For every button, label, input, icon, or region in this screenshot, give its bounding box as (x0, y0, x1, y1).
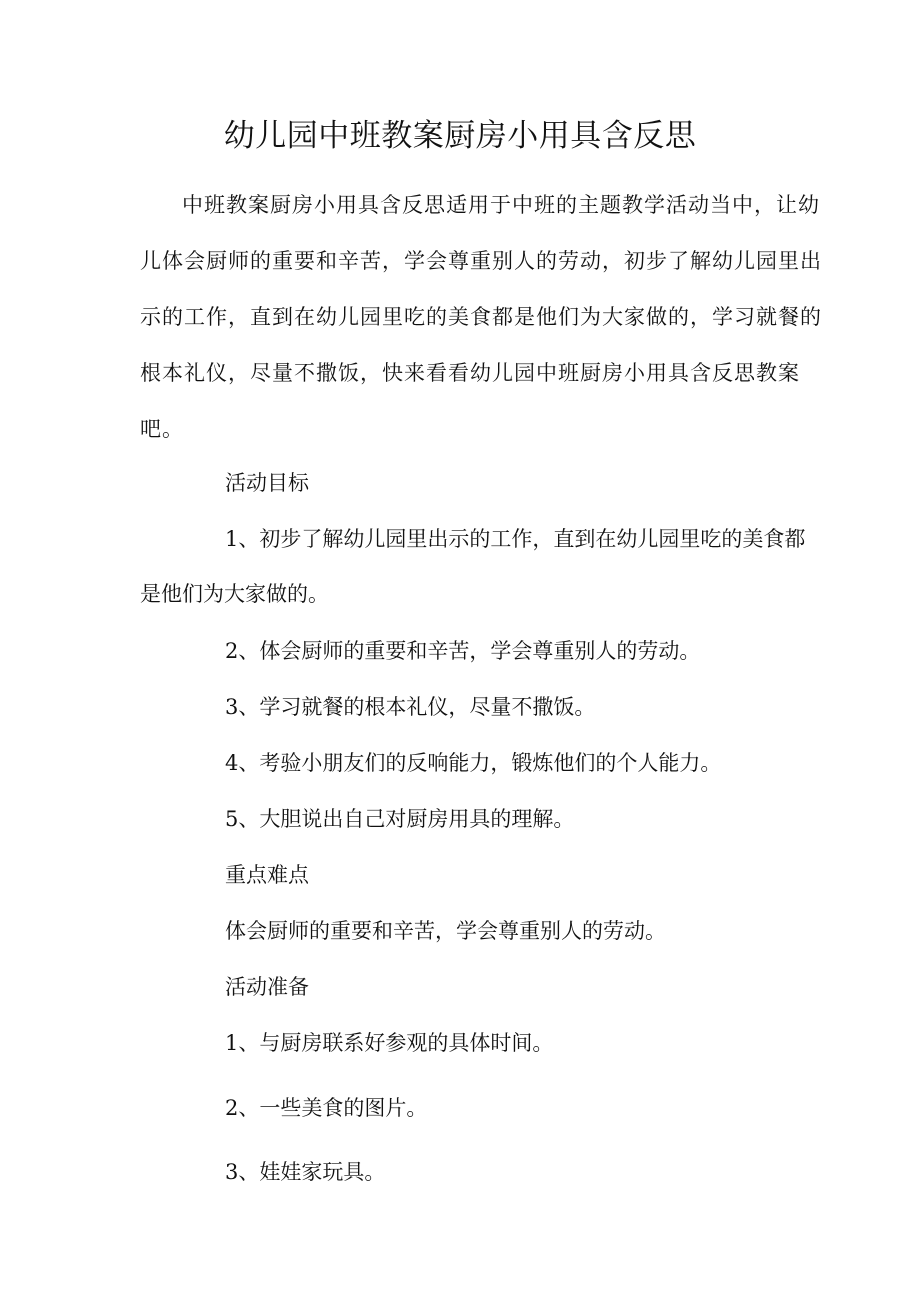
intro-line-4: 根本礼仪，尽量不撒饭，快来看看幼儿园中班厨房小用具含反思教案 (140, 361, 800, 385)
preparation-item-2: 2、一些美食的图片。 (225, 1096, 428, 1120)
goal-item-4: 4、考验小朋友们的反响能力，锻炼他们的个人能力。 (225, 751, 722, 775)
preparation-heading: 活动准备 (225, 975, 309, 999)
goal-item-2: 2、体会厨师的重要和辛苦，学会尊重别人的劳动。 (225, 639, 701, 663)
intro-line-1: 中班教案厨房小用具含反思适用于中班的主题教学活动当中，让幼 (182, 193, 820, 217)
intro-line-2: 儿体会厨师的重要和辛苦，学会尊重别人的劳动，初步了解幼儿园里出 (140, 249, 822, 273)
goal-item-1b: 是他们为大家做的。 (140, 582, 329, 606)
intro-line-5: 吧。 (140, 417, 184, 441)
goals-heading: 活动目标 (225, 471, 309, 495)
goal-item-3: 3、学习就餐的根本礼仪，尽量不撒饭。 (225, 695, 596, 719)
key-points-text: 体会厨师的重要和辛苦，学会尊重别人的劳动。 (225, 919, 666, 943)
preparation-item-1: 1、与厨房联系好参观的具体时间。 (225, 1031, 554, 1055)
goal-item-5: 5、大胆说出自己对厨房用具的理解。 (225, 807, 575, 831)
key-points-heading: 重点难点 (225, 863, 309, 887)
preparation-item-3: 3、娃娃家玩具。 (225, 1160, 386, 1184)
intro-line-3: 示的工作，直到在幼儿园里吃的美食都是他们为大家做的，学习就餐的 (140, 305, 822, 329)
document-title: 幼儿园中班教案厨房小用具含反思 (223, 118, 697, 154)
goal-item-1a: 1、初步了解幼儿园里出示的工作，直到在幼儿园里吃的美食都 (225, 527, 806, 551)
